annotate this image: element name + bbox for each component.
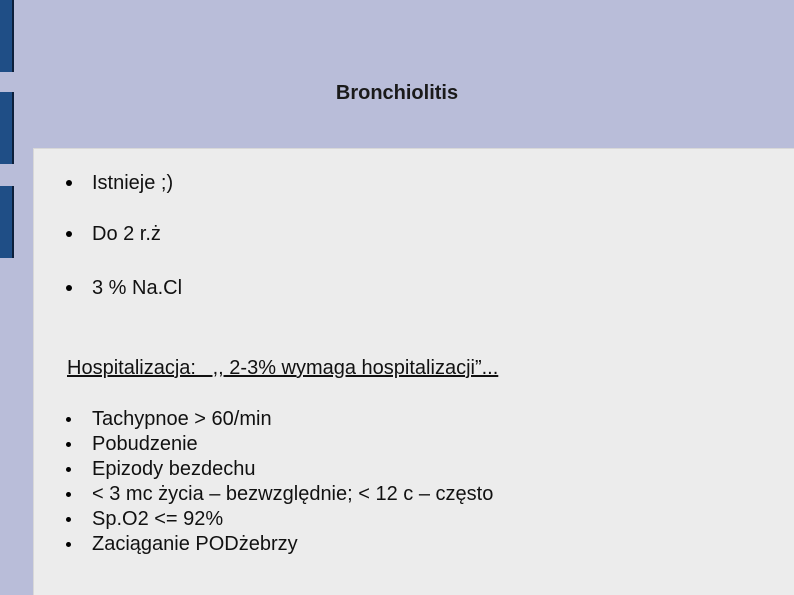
hospitalization-criteria-list	[66, 407, 493, 557]
bullet-dot-icon	[66, 492, 71, 497]
bullet-dot-icon	[66, 517, 71, 522]
bullet-dot-icon	[66, 285, 72, 291]
bullet-dot-icon	[66, 442, 71, 447]
bullet-text: Do 2 r.ż	[92, 223, 161, 245]
criteria-item	[66, 432, 493, 457]
criteria-item	[66, 407, 493, 432]
bullet-item	[66, 171, 173, 195]
slide-title: Bronchiolitis	[335, 82, 459, 104]
criteria-text: Zaciąganie PODżebrzy	[92, 533, 298, 555]
bullet-item	[66, 222, 161, 246]
bullet-dot-icon	[66, 231, 72, 237]
criteria-text: Epizody bezdechu	[92, 458, 256, 480]
bullet-dot-icon	[66, 180, 72, 186]
criteria-text: Pobudzenie	[92, 433, 198, 455]
bullet-text: 3 % Na.Cl	[92, 277, 183, 299]
criteria-text: Tachypnoe > 60/min	[92, 408, 272, 430]
accent-bar-bottom	[0, 186, 14, 258]
bullet-dot-icon	[66, 417, 71, 422]
hospitalization-heading: Hospitalizacja: ,, 2-3% wymaga hospitalizacji”...	[67, 357, 499, 379]
criteria-item	[66, 532, 493, 557]
criteria-text: Sp.O2 <= 92%	[92, 508, 224, 530]
bullet-dot-icon	[66, 467, 71, 472]
criteria-item	[66, 457, 493, 482]
bullet-dot-icon	[66, 542, 71, 547]
criteria-item	[66, 507, 493, 532]
bullet-item	[66, 276, 182, 300]
criteria-item	[66, 482, 493, 507]
bullet-text: Istnieje ;)	[92, 172, 174, 194]
accent-bar-top	[0, 0, 14, 72]
criteria-text: < 3 mc życia – bezwzględnie; < 12 c – często	[92, 483, 494, 505]
